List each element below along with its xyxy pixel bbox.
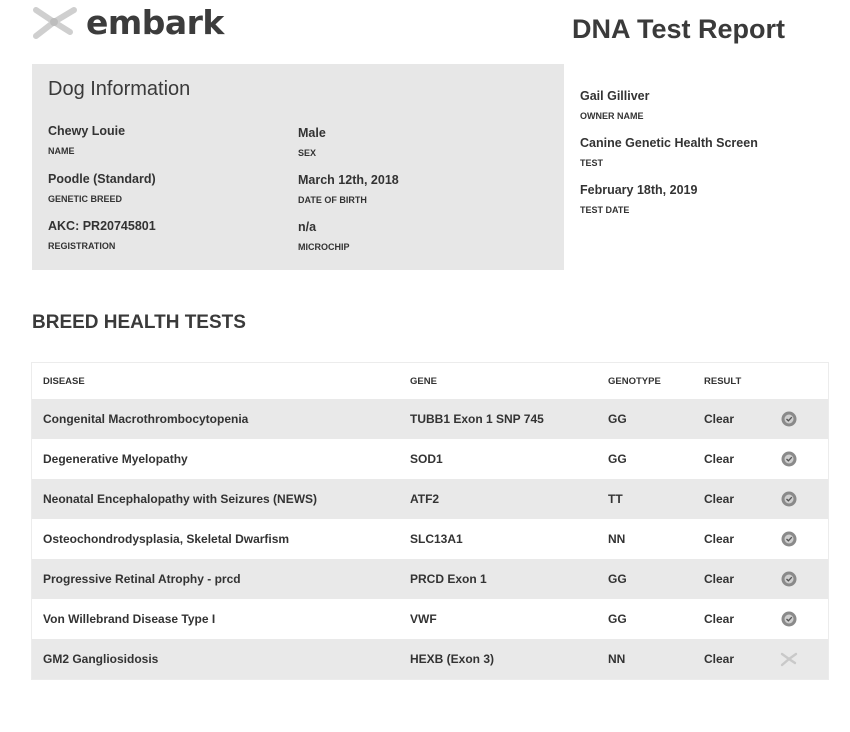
table-row [32,439,828,479]
gene-cell: SOD1 [410,452,443,466]
clear-check-icon [780,490,798,508]
logo-text: embark [86,2,224,42]
gene-cell: PRCD Exon 1 [410,572,487,586]
genotype-cell: NN [608,532,626,546]
disease-cell: Congenital Macrothrombocytopenia [43,412,249,426]
microchip-value: n/a [298,220,317,234]
gene-cell: HEXB (Exon 3) [410,652,495,666]
dog-name-field [48,124,125,156]
gene-cell: TUBB1 Exon 1 SNP 745 [410,412,544,426]
disease-cell: Osteochondrodysplasia, Skeletal Dwarfism [43,532,290,546]
gene-cell: ATF2 [410,492,440,506]
clear-check-icon [780,410,798,428]
result-cell: Clear [704,572,735,586]
test-date-label: TEST DATE [580,205,630,215]
genotype-cell: NN [608,652,626,666]
result-cell: Clear [704,412,735,426]
clear-check-icon [780,610,798,628]
microchip-field [298,220,350,252]
disease-cell: Degenerative Myelopathy [43,452,188,466]
table-row [32,479,828,519]
date-of-birth-value: March 12th, 2018 [298,173,399,187]
table-row [32,519,828,559]
owner-name-label: OWNER NAME [580,111,644,121]
dog-information-title: Dog Information [48,78,191,100]
embark-logo [30,2,224,42]
disease-cell: Neonatal Encephalopathy with Seizures (NEWS) [43,492,318,506]
registration-field [48,219,156,251]
microchip-label: MICROCHIP [298,242,350,252]
owner-name-value: Gail Gilliver [580,89,650,103]
genotype-cell: GG [608,612,627,626]
result-cell: Clear [704,452,735,466]
gene-cell: SLC13A1 [410,532,463,546]
genotype-cell: GG [608,452,627,466]
sex-value: Male [298,126,326,140]
table-row [32,599,828,639]
genetic-breed-label: GENETIC BREED [48,194,123,204]
result-cell: Clear [704,652,735,666]
table-header [32,363,828,399]
date-of-birth-label: DATE OF BIRTH [298,195,367,205]
registration-label: REGISTRATION [48,241,116,251]
registration-value: AKC: PR20745801 [48,219,156,233]
gene-cell: VWF [410,612,437,626]
test-label: TEST [580,158,604,168]
sex-field [298,126,326,158]
genotype-cell: TT [608,492,623,506]
dog-name-label: NAME [48,146,75,156]
column-header-disease: DISEASE [43,375,85,387]
disease-cell: Progressive Retinal Atrophy - prcd [43,572,241,586]
clear-check-icon [780,570,798,588]
clear-check-icon [780,450,798,468]
result-cell: Clear [704,532,735,546]
table-row [32,639,828,679]
date-of-birth-field [298,173,399,205]
column-header-genotype: GENOTYPE [608,375,661,387]
breed-health-tests-table [31,362,829,680]
genotype-cell: GG [608,412,627,426]
genetic-breed-value: Poodle (Standard) [48,172,156,186]
column-header-result: RESULT [704,375,742,387]
owner-name-field [580,89,649,121]
breed-health-tests-title: BREED HEALTH TESTS [32,312,246,333]
dog-name-value: Chewy Louie [48,124,126,138]
clear-check-icon [780,530,798,548]
test-date-field [580,183,697,215]
result-cell: Clear [704,612,735,626]
disease-cell: GM2 Gangliosidosis [43,652,159,666]
embark-logo-icon [30,2,82,42]
genotype-cell: GG [608,572,627,586]
test-date-value: February 18th, 2019 [580,183,698,197]
table-row [32,399,828,439]
genetic-breed-field [48,172,156,204]
column-header-gene: GENE [410,375,437,387]
test-field [580,136,758,168]
dog-information-panel [32,64,564,270]
disease-cell: Von Willebrand Disease Type I [43,612,216,626]
table-row [32,559,828,599]
test-value: Canine Genetic Health Screen [580,136,758,150]
sex-label: SEX [298,148,317,158]
embark-logo-icon [780,650,798,668]
report-title: DNA Test Report [572,14,786,44]
result-cell: Clear [704,492,735,506]
